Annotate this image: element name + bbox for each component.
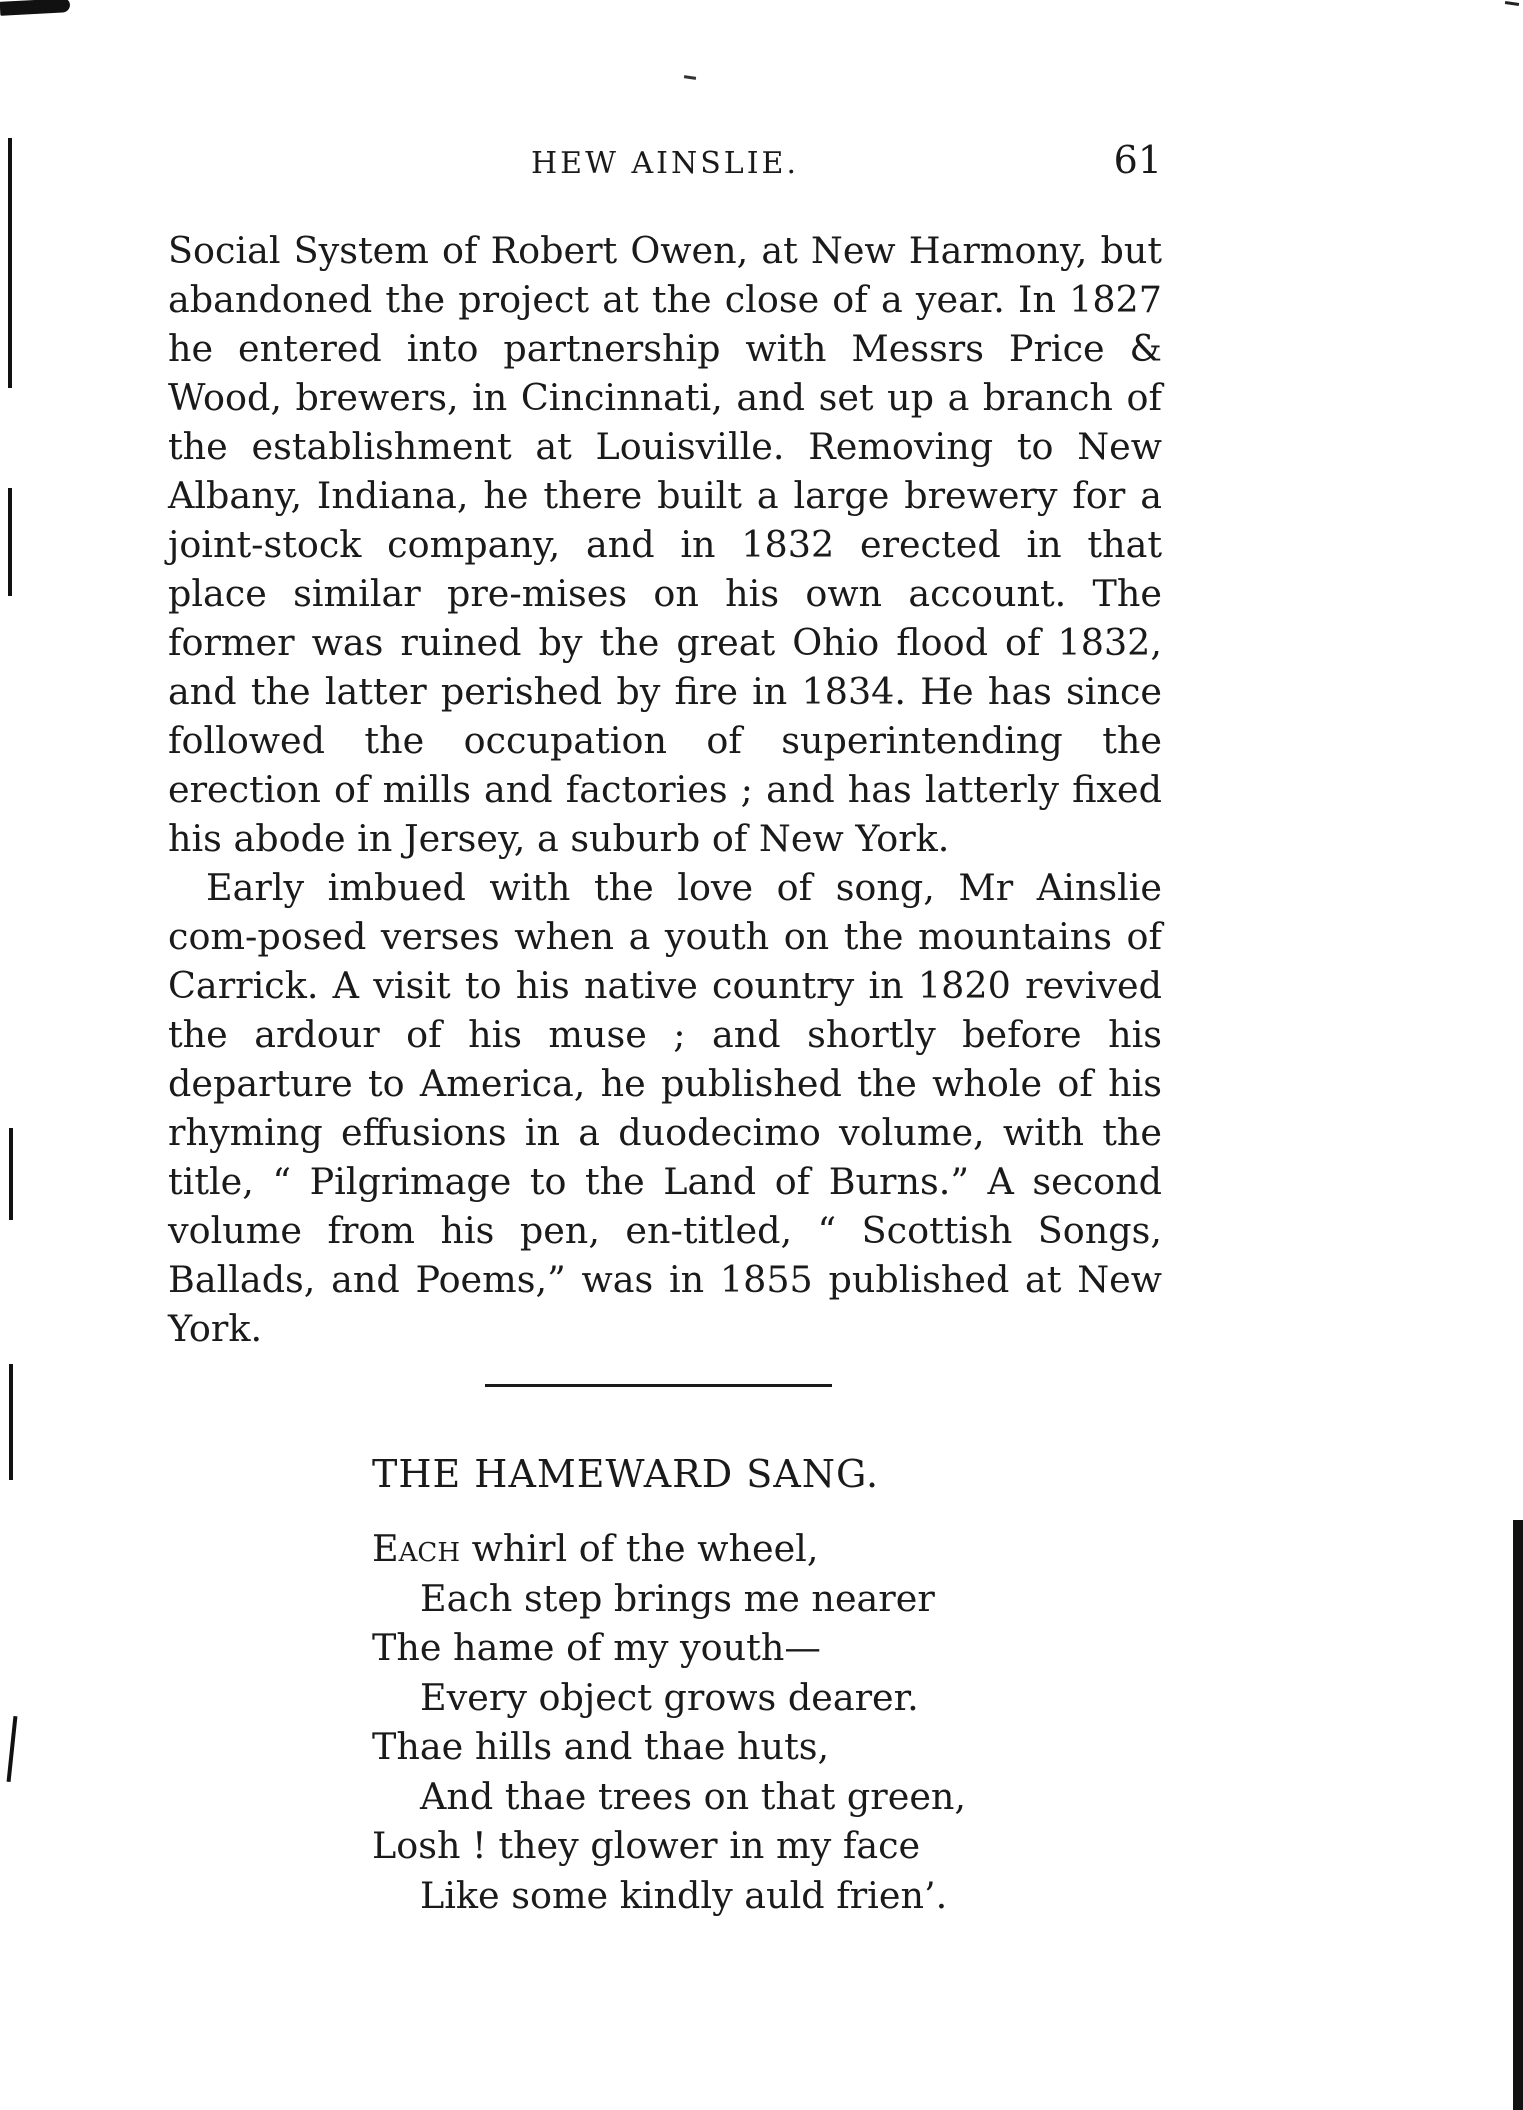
scan-speck (684, 75, 696, 80)
poem-title: THE HAMEWARD SANG. (372, 1452, 880, 1496)
scan-edge-line (9, 1364, 13, 1480)
poem-line: Losh ! they glower in my face (372, 1824, 921, 1867)
poem-first-word: Each (372, 1527, 460, 1570)
scan-edge-line (8, 138, 12, 388)
scan-edge-right (1513, 1520, 1523, 2110)
running-title: HEW AINSLIE. (531, 146, 799, 181)
scan-edge-line (8, 488, 12, 596)
scan-edge-line (7, 1716, 18, 1782)
body-text (168, 226, 1162, 1353)
running-head (168, 138, 1162, 182)
scan-smudge (0, 0, 70, 16)
section-divider (485, 1384, 832, 1387)
paragraph: Early imbued with the love of song, Mr Ainslie com-posed verses when a youth on the mountains of Carrick. A visit to his native country in 1820 revived the ardour of his muse ; and shortly before his departure to America, he published the whole of his rhyming effusions in a duodecimo volume, with the title, “ Pilgrimage to the Land of Burns.” A second volume from his pen, en-titled, “ Scottish Songs, Ballads, and Poems,” was in 1855 published at New York. (168, 866, 1162, 1350)
poem-line: Thae hills and thae huts, (372, 1725, 830, 1768)
poem-line: Every object grows dearer. (420, 1675, 919, 1719)
poem-line: Like some kindly auld frien’. (420, 1873, 948, 1917)
paragraph: Social System of Robert Owen, at New Harmony, but abandoned the project at the close of a year. In 1827 he entered into partnership with Messrs Price & Wood, brewers, in Cincinnati, and set up a branch of the establishment at Louisville. Removing to New Albany, Indiana, he there built a large brewery for a joint-stock company, and in 1832 erected in that place similar pre-mises on his own account. The former was ruined by the great Ohio flood of 1832, and the latter perished by fire in 1834. He has since followed the occupation of superintending the erection of mills and factories ; and has latterly fixed his abode in Jersey, a suburb of New York. (168, 229, 1162, 860)
scan-speck (1505, 1, 1519, 6)
poem-line: Each step brings me nearer (420, 1576, 935, 1620)
page-number: 61 (1113, 138, 1162, 182)
poem (372, 1524, 966, 1920)
scan-edge-line (9, 1128, 13, 1220)
poem-line: The hame of my youth— (372, 1626, 821, 1669)
poem-line (372, 1524, 966, 1574)
poem-line: And thae trees on that green, (420, 1774, 967, 1818)
poem-line-text: whirl of the wheel, (460, 1527, 819, 1570)
